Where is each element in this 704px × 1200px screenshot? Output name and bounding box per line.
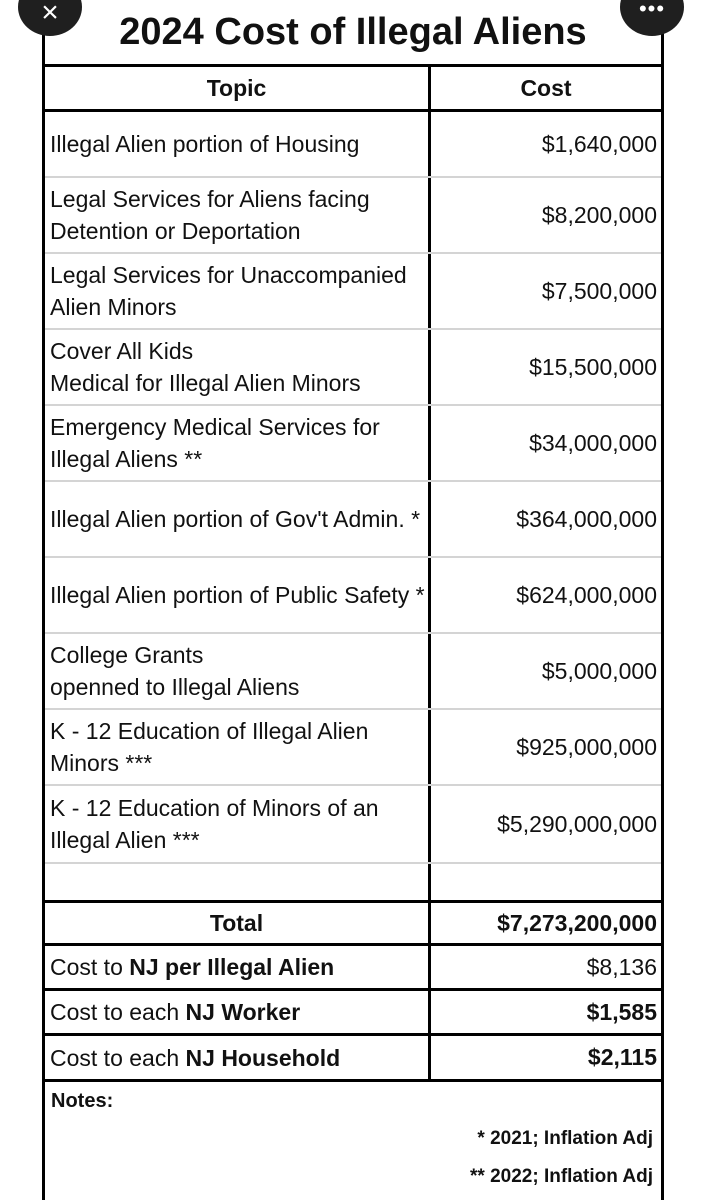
row-cost: $5,290,000,000 <box>497 810 657 837</box>
row-topic: Emergency Medical Services for Illegal Aliens ** <box>45 406 431 480</box>
empty-row <box>45 864 661 900</box>
column-header-cost: Cost <box>520 74 572 101</box>
row-topic-prefix: Cost to each <box>50 999 186 1025</box>
close-icon[interactable]: × <box>18 0 82 36</box>
total-cost: $7,273,200,000 <box>497 909 657 936</box>
table-row <box>45 634 661 710</box>
table-row <box>45 406 661 482</box>
row-cost: $7,500,000 <box>541 277 657 304</box>
row-topic-bold: NJ per Illegal Alien <box>129 954 335 980</box>
table-row <box>45 178 661 254</box>
more-options-icon[interactable]: ••• <box>620 0 684 36</box>
row-topic: Legal Services for Aliens facing Detention or Deportation <box>45 178 431 252</box>
cost-table <box>42 0 664 1200</box>
row-topic <box>45 946 431 988</box>
row-topic-prefix: Cost to <box>50 954 130 980</box>
row-topic: Illegal Alien portion of Public Safety * <box>45 558 431 632</box>
table-row <box>45 330 661 406</box>
row-topic: Cover All Kids Medical for Illegal Alien Minors <box>45 330 431 404</box>
row-cost: $364,000,000 <box>516 505 657 532</box>
row-topic <box>45 991 431 1033</box>
table-row <box>45 786 661 864</box>
row-cost: $8,136 <box>586 953 657 980</box>
row-cost: $925,000,000 <box>516 733 657 760</box>
note-line: * 2021; Inflation Adj <box>477 1128 653 1149</box>
table-row <box>45 991 661 1036</box>
total-label: Total <box>45 903 431 943</box>
row-topic: Illegal Alien portion of Gov't Admin. * <box>45 482 431 556</box>
row-topic-bold: NJ Household <box>185 1044 341 1071</box>
row-topic: Illegal Alien portion of Housing <box>45 112 431 176</box>
row-topic: Legal Services for Unaccompanied Alien Minors <box>45 254 431 328</box>
total-row <box>45 900 661 946</box>
row-topic <box>45 1036 431 1079</box>
row-topic-bold: NJ Worker <box>185 999 301 1025</box>
row-cost: $2,115 <box>587 1044 657 1070</box>
page-title: 2024 Cost of Illegal Aliens <box>119 11 587 53</box>
row-topic-prefix: Cost to each <box>50 1044 186 1071</box>
note-line: ** 2022; Inflation Adj <box>470 1166 653 1187</box>
table-row <box>45 112 661 178</box>
column-header-topic: Topic <box>45 67 431 109</box>
row-cost: $1,640,000 <box>541 130 657 157</box>
table-row <box>45 710 661 786</box>
empty-cell <box>431 864 661 900</box>
row-topic: K - 12 Education of Illegal Alien Minors *** <box>45 710 431 784</box>
table-row <box>45 1036 661 1082</box>
row-cost: $624,000,000 <box>516 581 657 608</box>
table-header-row <box>45 64 661 112</box>
empty-cell <box>45 864 431 900</box>
row-topic: K - 12 Education of Minors of an Illegal Alien *** <box>45 786 431 862</box>
table-row <box>45 946 661 991</box>
table-row <box>45 254 661 330</box>
table-row <box>45 482 661 558</box>
row-cost: $1,585 <box>586 998 657 1025</box>
table-row <box>45 558 661 634</box>
row-cost: $34,000,000 <box>529 429 657 456</box>
row-cost: $15,500,000 <box>529 353 657 380</box>
row-topic: College Grants openned to Illegal Aliens <box>45 634 431 708</box>
row-cost: $5,000,000 <box>541 657 657 684</box>
row-cost: $8,200,000 <box>541 201 657 228</box>
notes-label: Notes: <box>51 1090 114 1112</box>
